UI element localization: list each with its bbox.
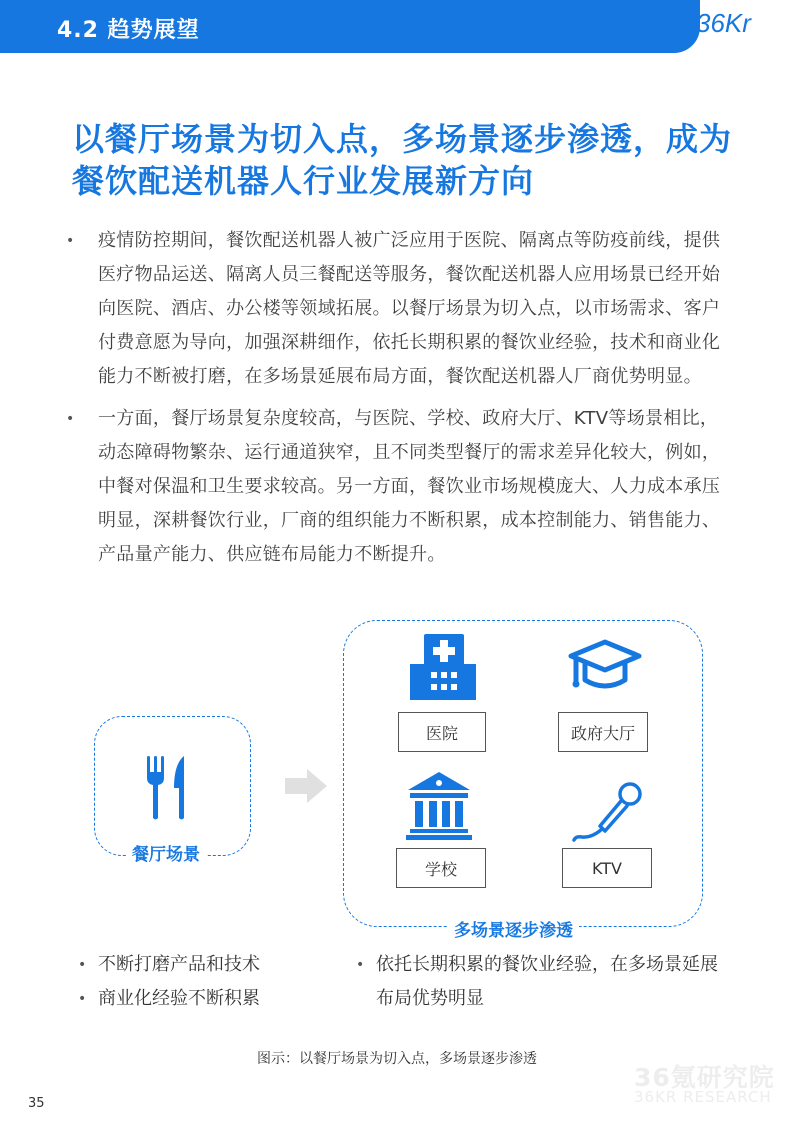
bullet-item — [66, 224, 730, 394]
list-item — [356, 948, 726, 1016]
fork-knife-icon — [144, 754, 192, 822]
graduation-cap-icon — [568, 638, 642, 694]
section-title: 4.2 趋势展望 — [57, 18, 200, 43]
bullet-dot: • — [356, 957, 365, 973]
multi-scene-points-list — [356, 948, 726, 1016]
multi-scene-label: 多场景逐步渗透 — [448, 916, 579, 941]
microphone-icon — [572, 782, 644, 844]
scene-tag-government: 政府大厅 — [558, 712, 648, 752]
scene-tag-hospital: 医院 — [398, 712, 486, 752]
bullet-dot: • — [66, 411, 75, 427]
list-item-text: 商业化经验不断积累 — [98, 988, 260, 1009]
scene-tag-ktv: KTV — [562, 848, 652, 888]
header-bar — [0, 0, 700, 53]
logo-text: 36Kr — [696, 8, 751, 38]
arrow-right-icon — [285, 769, 327, 803]
list-item — [78, 982, 328, 1016]
figure-caption: 图示：以餐厅场景为切入点，多场景逐步渗透 — [257, 1051, 537, 1067]
school-building-icon — [406, 772, 472, 840]
list-item-text: 依托长期积累的餐饮业经验，在多场景延展布局优势明显 — [376, 954, 718, 1009]
bullet-dot: • — [78, 991, 87, 1007]
bullet-text: 一方面，餐厅场景复杂度较高，与医院、学校、政府大厅、KTV等场景相比，动态障碍物繁杂、运行通道狭窄，且不同类型餐厅的需求差异化较大，例如，中餐对保温和卫生要求较高。另一方面，餐饮业市场规模庞大、人力成本承压明显，深耕餐饮行业，厂商的组织能力不断积累，成本控制能力、销售能力、产品量产能力、供应链布局能力不断提升。 — [98, 408, 721, 565]
bullet-dot: • — [66, 233, 75, 249]
title-line-1: 以餐厅场景为切入点，多场景逐步渗透，成为 — [72, 120, 733, 158]
page-title — [72, 118, 752, 202]
watermark-subtitle: 36KR RESEARCH — [634, 1088, 772, 1106]
restaurant-points-list — [78, 948, 328, 1016]
bullet-item — [66, 402, 730, 572]
scene-tag-school: 学校 — [396, 848, 486, 888]
bullet-text: 疫情防控期间，餐饮配送机器人被广泛应用于医院、隔离点等防疫前线，提供医疗物品运送、隔离人员三餐配送等服务，餐饮配送机器人应用场景已经开始向医院、酒店、办公楼等领域拓展。以餐厅场景为切入点，以市场需求、客户付费意愿为导向，加强深耕细作，依托长期积累的餐饮业经验，技术和商业化能力不断被打磨，在多场景延展布局方面，餐饮配送机器人厂商优势明显。 — [98, 230, 721, 387]
list-item-text: 不断打磨产品和技术 — [98, 954, 260, 975]
watermark-brand: 36氪研究院 — [634, 1063, 775, 1092]
restaurant-scene-label: 餐厅场景 — [126, 840, 206, 865]
bullet-dot: • — [78, 957, 87, 973]
body-bullets — [66, 224, 730, 580]
page-number: 35 — [28, 1096, 45, 1111]
36kr-logo — [692, 2, 794, 54]
list-item — [78, 948, 328, 982]
hospital-icon — [410, 634, 476, 700]
title-line-2: 餐饮配送机器人行业发展新方向 — [72, 162, 535, 200]
